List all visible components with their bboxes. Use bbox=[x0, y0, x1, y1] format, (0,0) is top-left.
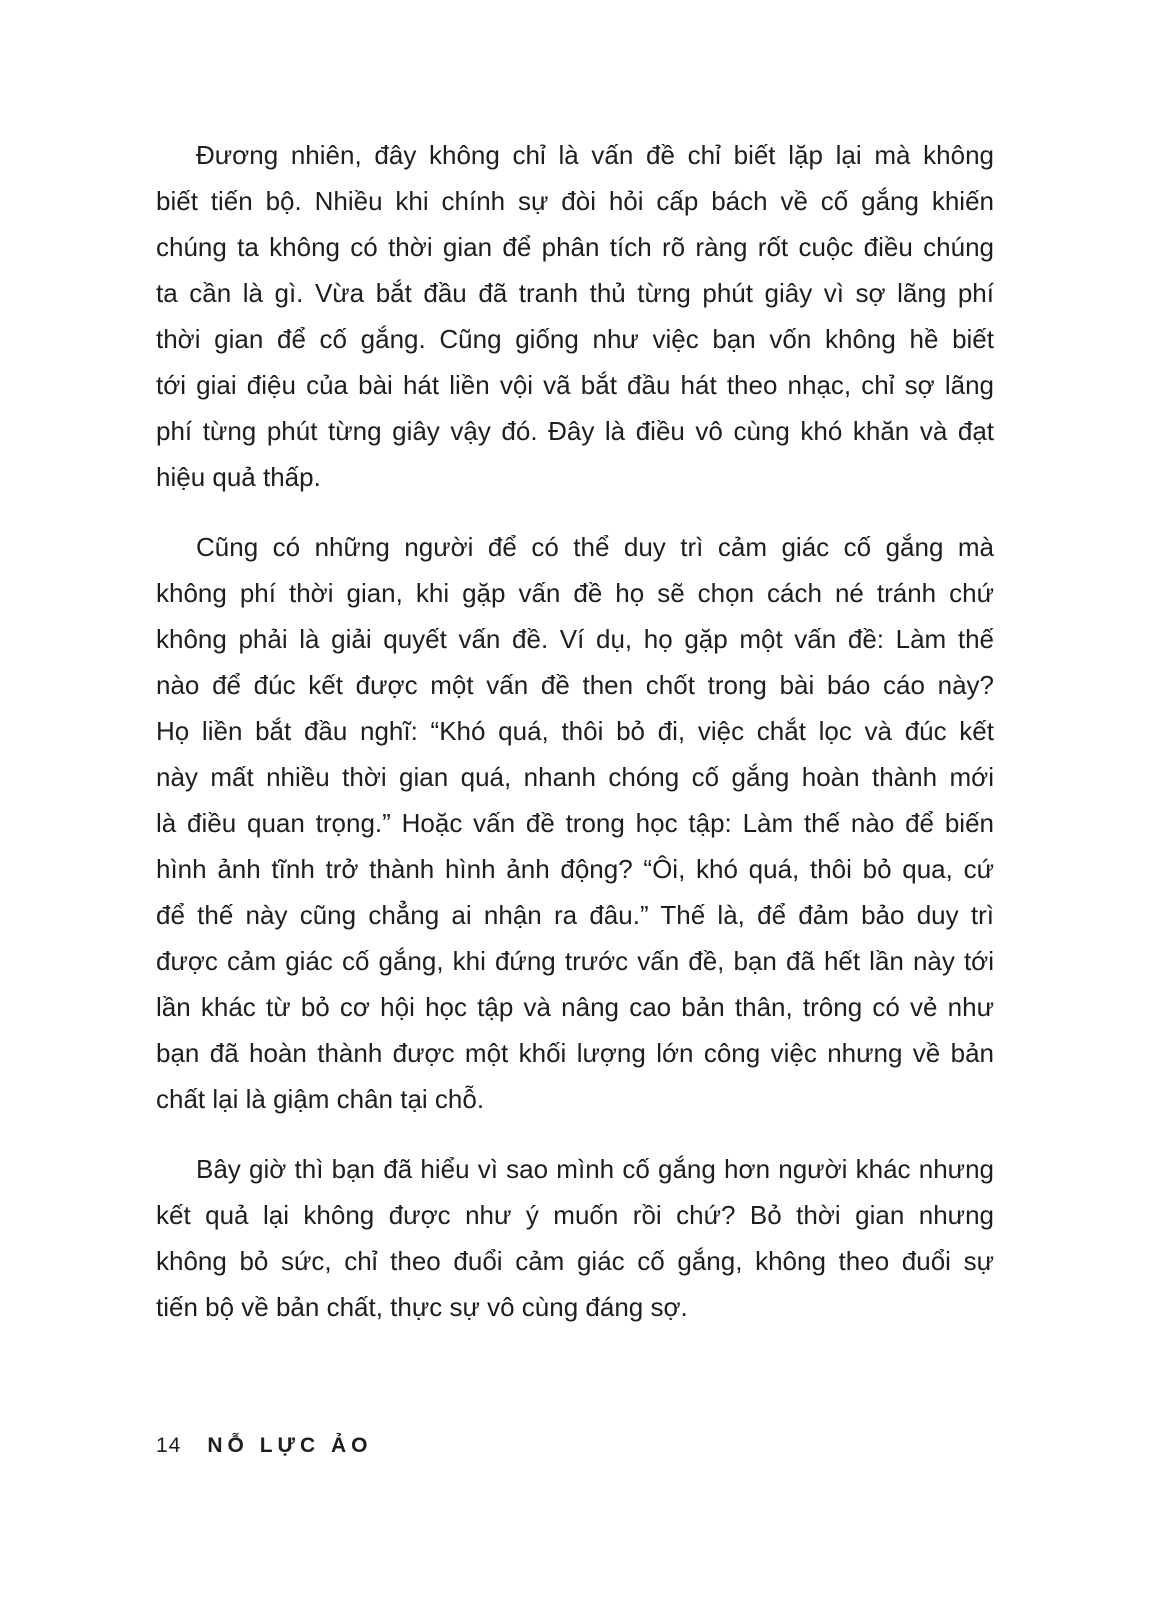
paragraph-1 bbox=[156, 132, 994, 500]
book-title: NỖ LỰC ẢO bbox=[207, 1434, 373, 1457]
text-line: Họ liền bắt đầu nghĩ: “Khó quá, thôi bỏ đi, việc chắt lọc và đúc kết bbox=[156, 716, 994, 746]
text-line: không bỏ sức, chỉ theo đuổi cảm giác cố gắng, không theo đuổi sự bbox=[156, 1246, 994, 1276]
text-line: bạn đã hoàn thành được một khối lượng lớn công việc nhưng về bản bbox=[156, 1038, 994, 1068]
text-line: biết tiến bộ. Nhiều khi chính sự đòi hỏi cấp bách về cố gắng khiến bbox=[156, 186, 994, 216]
text-line: thời gian để cố gắng. Cũng giống như việc bạn vốn không hề biết bbox=[156, 324, 994, 354]
text-line: hiệu quả thấp. bbox=[156, 462, 321, 492]
text-line: không phải là giải quyết vấn đề. Ví dụ, họ gặp một vấn đề: Làm thế bbox=[156, 624, 994, 654]
paragraph-2 bbox=[156, 524, 994, 1122]
text-line: lần khác từ bỏ cơ hội học tập và nâng cao bản thân, trông có vẻ như bbox=[156, 992, 994, 1022]
text-line: không phí thời gian, khi gặp vấn đề họ sẽ chọn cách né tránh chứ bbox=[156, 578, 994, 608]
text-line: để thế này cũng chẳng ai nhận ra đâu.” Thế là, để đảm bảo duy trì bbox=[156, 900, 994, 930]
paragraph-3 bbox=[156, 1146, 994, 1330]
text-line: Bây giờ thì bạn đã hiểu vì sao mình cố gắng hơn người khác nhưng bbox=[196, 1154, 994, 1184]
text-line: ta cần là gì. Vừa bắt đầu đã tranh thủ từng phút giây vì sợ lãng phí bbox=[156, 278, 994, 308]
text-line: hình ảnh tĩnh trở thành hình ảnh động? “Ôi, khó quá, thôi bỏ qua, cứ bbox=[156, 854, 994, 884]
text-line: này mất nhiều thời gian quá, nhanh chóng cố gắng hoàn thành mới bbox=[156, 762, 994, 792]
text-line: tới giai điệu của bài hát liền vội vã bắt đầu hát theo nhạc, chỉ sợ lãng bbox=[156, 370, 994, 400]
text-line: tiến bộ về bản chất, thực sự vô cùng đáng sợ. bbox=[156, 1292, 688, 1322]
text-line: Đương nhiên, đây không chỉ là vấn đề chỉ biết lặp lại mà không bbox=[196, 140, 994, 170]
page-footer bbox=[156, 1428, 372, 1464]
text-line: kết quả lại không được như ý muốn rồi chứ? Bỏ thời gian nhưng bbox=[156, 1200, 994, 1230]
body-text bbox=[156, 132, 994, 1354]
text-line: nào để đúc kết được một vấn đề then chốt trong bài báo cáo này? bbox=[156, 670, 994, 700]
text-line: chất lại là giậm chân tại chỗ. bbox=[156, 1084, 485, 1114]
text-line: phí từng phút từng giây vậy đó. Đây là điều vô cùng khó khăn và đạt bbox=[156, 416, 994, 446]
text-line: là điều quan trọng.” Hoặc vấn đề trong học tập: Làm thế nào để biến bbox=[156, 808, 994, 838]
text-line: được cảm giác cố gắng, khi đứng trước vấn đề, bạn đã hết lần này tới bbox=[156, 946, 994, 976]
text-line: chúng ta không có thời gian để phân tích rõ ràng rốt cuộc điều chúng bbox=[156, 232, 994, 262]
text-line: Cũng có những người để có thể duy trì cảm giác cố gắng mà bbox=[196, 532, 994, 562]
page-number: 14 bbox=[156, 1434, 182, 1457]
